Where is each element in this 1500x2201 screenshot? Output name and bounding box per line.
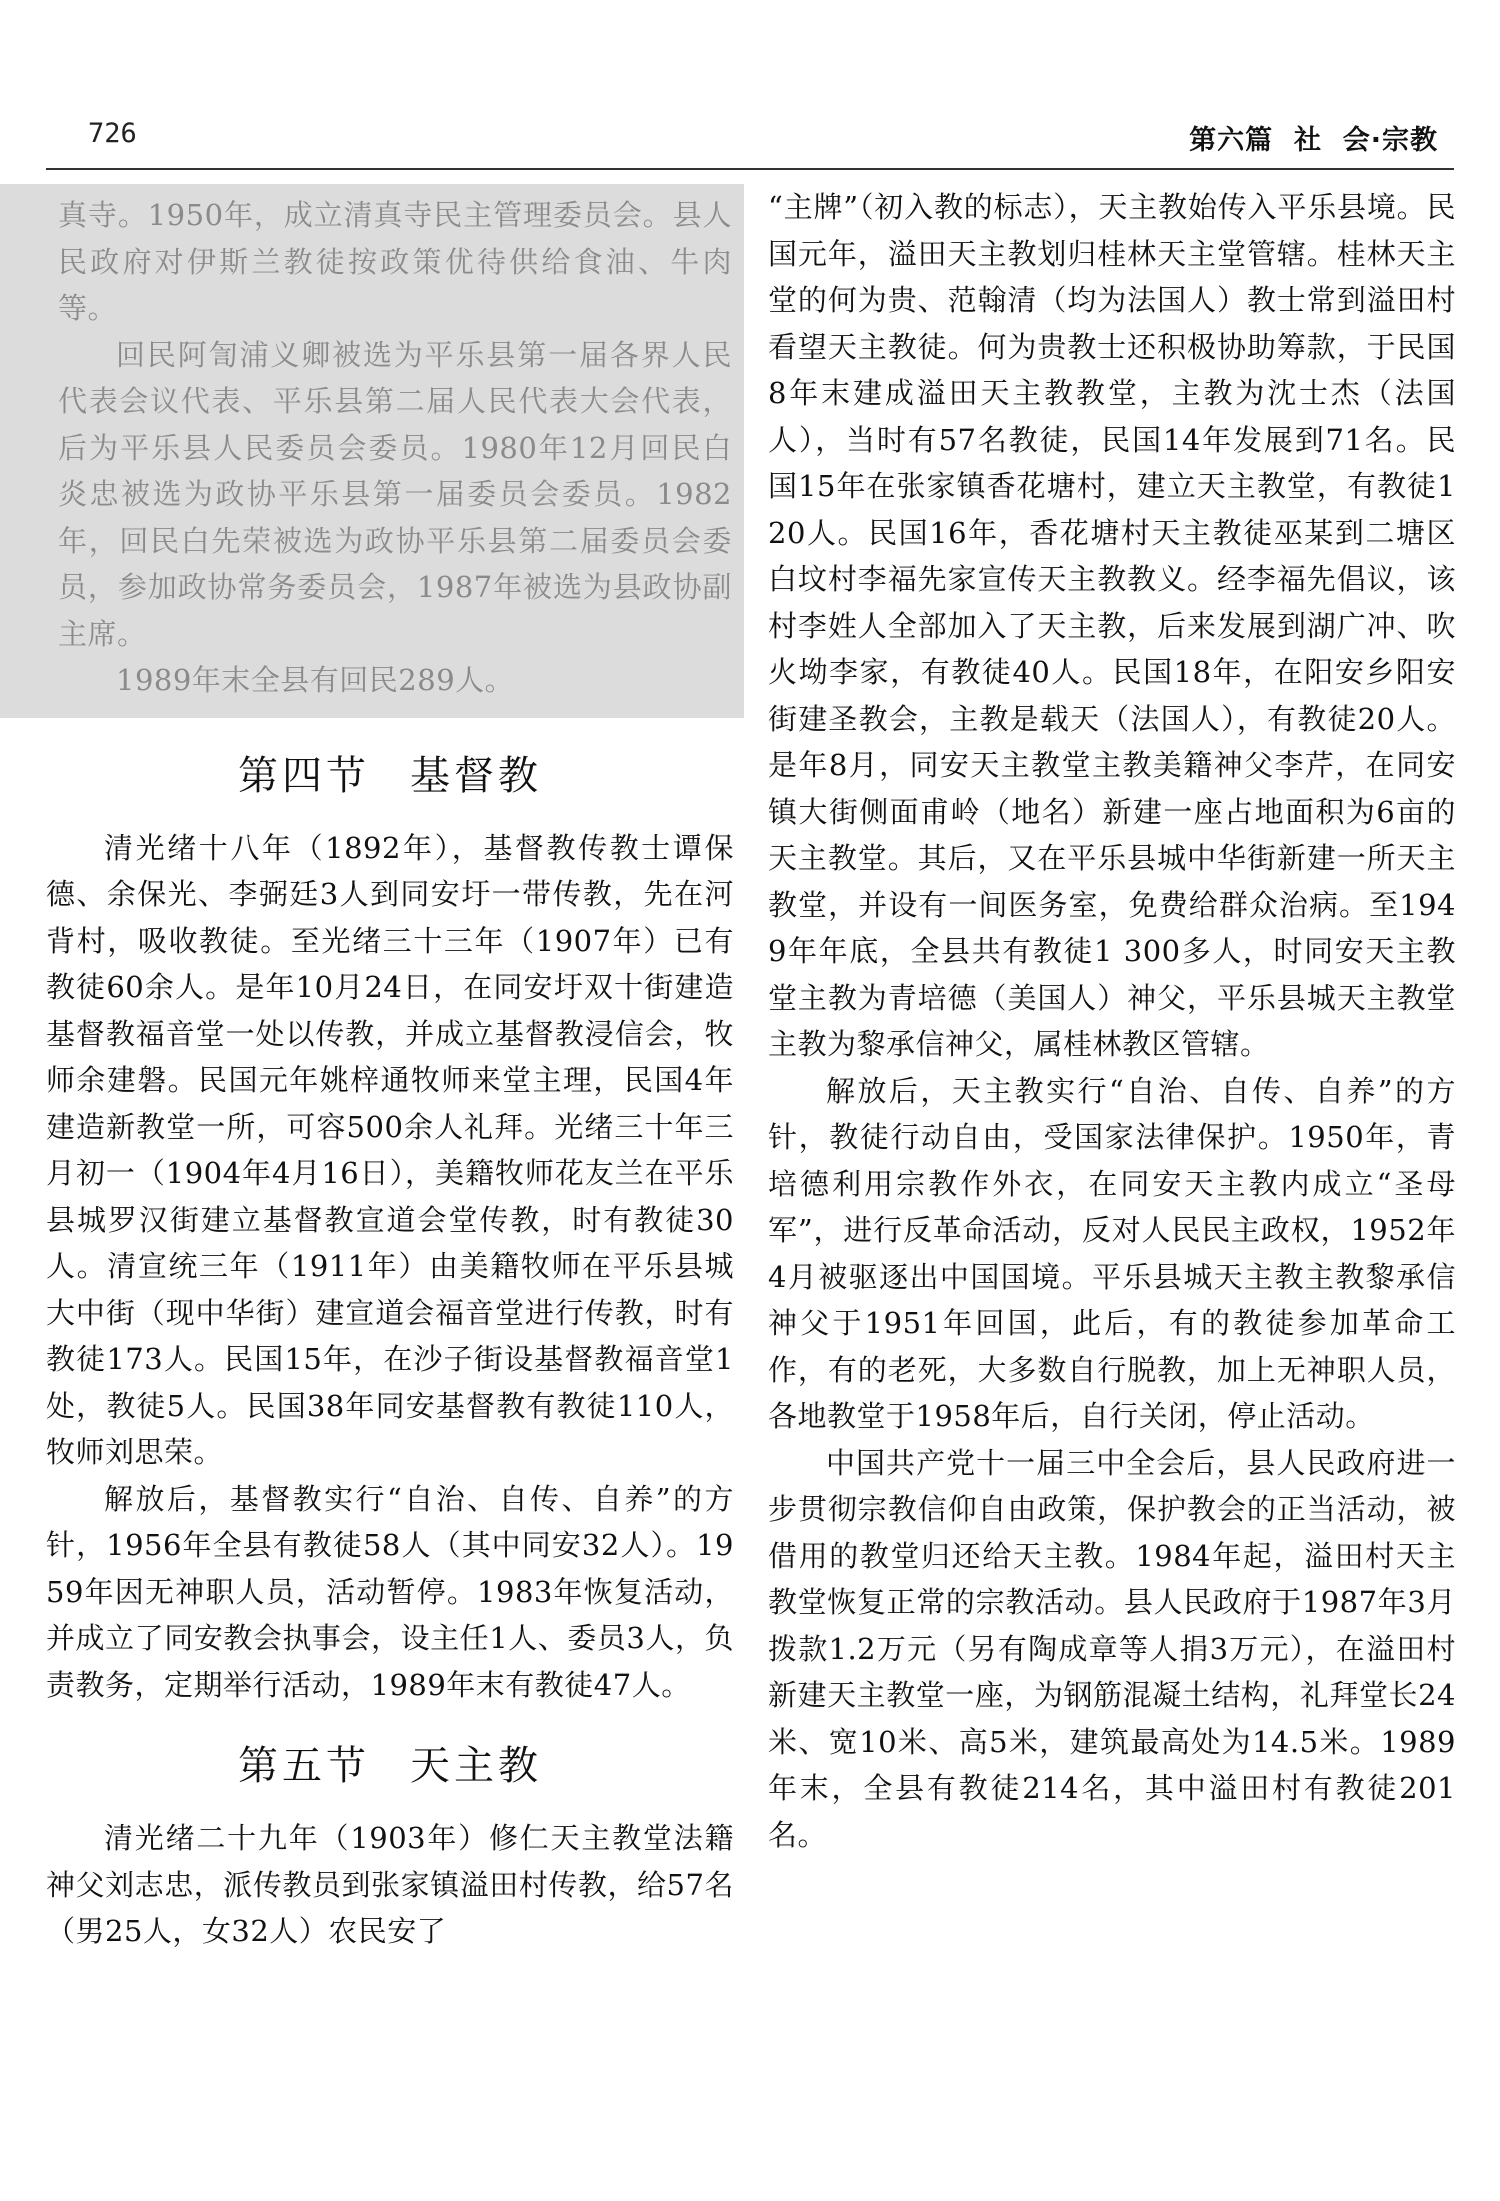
chapter-heading: 第六篇 社 会·宗教 <box>1189 125 1438 156</box>
section-4-number: 第四节 <box>238 752 370 799</box>
section-4-heading <box>46 744 734 801</box>
header-rule <box>46 168 1454 170</box>
body-paragraph: 解放后，天主教实行“自治、自传、自养”的方针，教徒行动自由，受国家法律保护。1950年，青培德利用宗教作外衣，在同安天主教内成立“圣母军”，进行反革命活动，反对人民民主政权，1952年4月被驱逐出中国国境。平乐县城天主教主教黎承信神父于1951年回国，此后，有的教徒参加革命工作，有的老死，大多数自行脱教，加上无神职人员，各地教堂于1958年后，自行关闭，停止活动。 <box>768 1073 1456 1433</box>
body-paragraph: 中国共产党十一届三中全会后，县人民政府进一步贯彻宗教信仰自由政策，保护教会的正当活动，被借用的教堂归还给天主教。1984年起，溢田村天主教堂恢复正常的宗教活动。县人民政府于1987年3月拨款1.2万元（另有陶成章等人捐3万元），在溢田村新建天主教堂一座，为钢筋混凝土结构，礼拜堂长24米、宽10米、高5米，建筑最高处为14.5米。1989年末，全县有教徒214名，其中溢田村有教徒201名。 <box>768 1445 1456 1852</box>
body-paragraph: “主牌”（初入教的标志），天主教始传入平乐县境。民国元年，溢田天主教划归桂林天主堂管辖。桂林天主堂的何为贵、范翰清（均为法国人）教士常到溢田村看望天主教徒。何为贵教士还积极协助筹款，于民国8年末建成溢田天主教教堂，主教为沈士杰（法国人），当时有57名教徒，民国14年发展到71名。民国15年在张家镇香花塘村，建立天主教堂，有教徒120人。民国16年，香花塘村天主教徒巫某到二塘区白坟村李福先家宣传天主教教义。经李福先倡议，该村李姓人全部加入了天主教，后来发展到湖广冲、吹火坳李家，有教徒40人。民国18年，在阳安乡阳安街建圣教会，主教是载天（法国人），有教徒20人。是年8月，同安天主教堂主教美籍神父李芹，在同安镇大街侧面甫岭（地名）新建一座占地面积为6亩的天主教堂。其后，又在平乐县城中华街新建一所天主教堂，并设有一间医务室，免费给群众治病。至1949年年底，全县共有教徒1 300多人，时同安天主教堂主教为青培德（美国人）神父，平乐县城天主教堂主教为黎承信神父，属桂林教区管辖。 <box>768 190 1456 1061</box>
left-column <box>46 184 734 1955</box>
section-5-paragraph: 清光绪二十九年（1903年）修仁天主教堂法籍神父刘志忠，派传教员到张家镇溢田村传教，给57名（男25人，女32人）农民安了 <box>46 1821 734 1948</box>
section-5-title: 天主教 <box>410 1743 542 1789</box>
section-5-number: 第五节 <box>238 1743 370 1789</box>
section-4-paragraph: 解放后，基督教实行“自治、自传、自养”的方针，1956年全县有教徒58人（其中同安32人）。1959年因无神职人员，活动暂停。1983年恢复活动，并成立了同安教会执事会，设主任1人、委员3人，负责教务，定期举行活动，1989年末有教徒47人。 <box>46 1481 734 1702</box>
right-column <box>768 184 1456 1858</box>
shaded-paragraph: 回民阿訇浦义卿被选为平乐县第一届各界人民代表会议代表、平乐县第二届人民代表大会代表，后为平乐县人民委员会委员。1980年12月回民白炎忠被选为政协平乐县第一届委员会委员。1982年，回民白先荣被选为政协平乐县第二届委员会委员，参加政协常务委员会，1987年被选为县政协副主席。 <box>58 337 732 651</box>
section-5-heading <box>46 1734 734 1791</box>
page-number: 726 <box>88 118 137 149</box>
section-4-title: 基督教 <box>410 752 542 799</box>
section-4-paragraph: 清光绪十八年（1892年），基督教传教士谭保德、余保光、李弼廷3人到同安圩一带传教，先在河背村，吸收教徒。至光绪三十三年（1907年）已有教徒60余人。是年10月24日，在同安圩双十街建造基督教福音堂一处以传教，并成立基督教浸信会，牧师余建磐。民国元年姚梓通牧师来堂主理，民国4年建造新教堂一所，可容500余人礼拜。光绪三十年三月初一（1904年4月16日），美籍牧师花友兰在平乐县城罗汉街建立基督教宣道会堂传教，时有教徒30人。清宣统三年（1911年）由美籍牧师在平乐县城大中街（现中华街）建宣道会福音堂进行传教，时有教徒173人。民国15年，在沙子街设基督教福音堂1处，教徒5人。民国38年同安基督教有教徒110人，牧师刘思荣。 <box>46 830 734 1469</box>
shaded-paragraph: 1989年末全县有回民289人。 <box>116 663 515 697</box>
shaded-paragraph: 真寺。1950年，成立清真寺民主管理委员会。县人民政府对伊斯兰教徒按政策优待供给食油、牛肉等。 <box>58 198 732 325</box>
shaded-previous-section <box>0 184 744 718</box>
